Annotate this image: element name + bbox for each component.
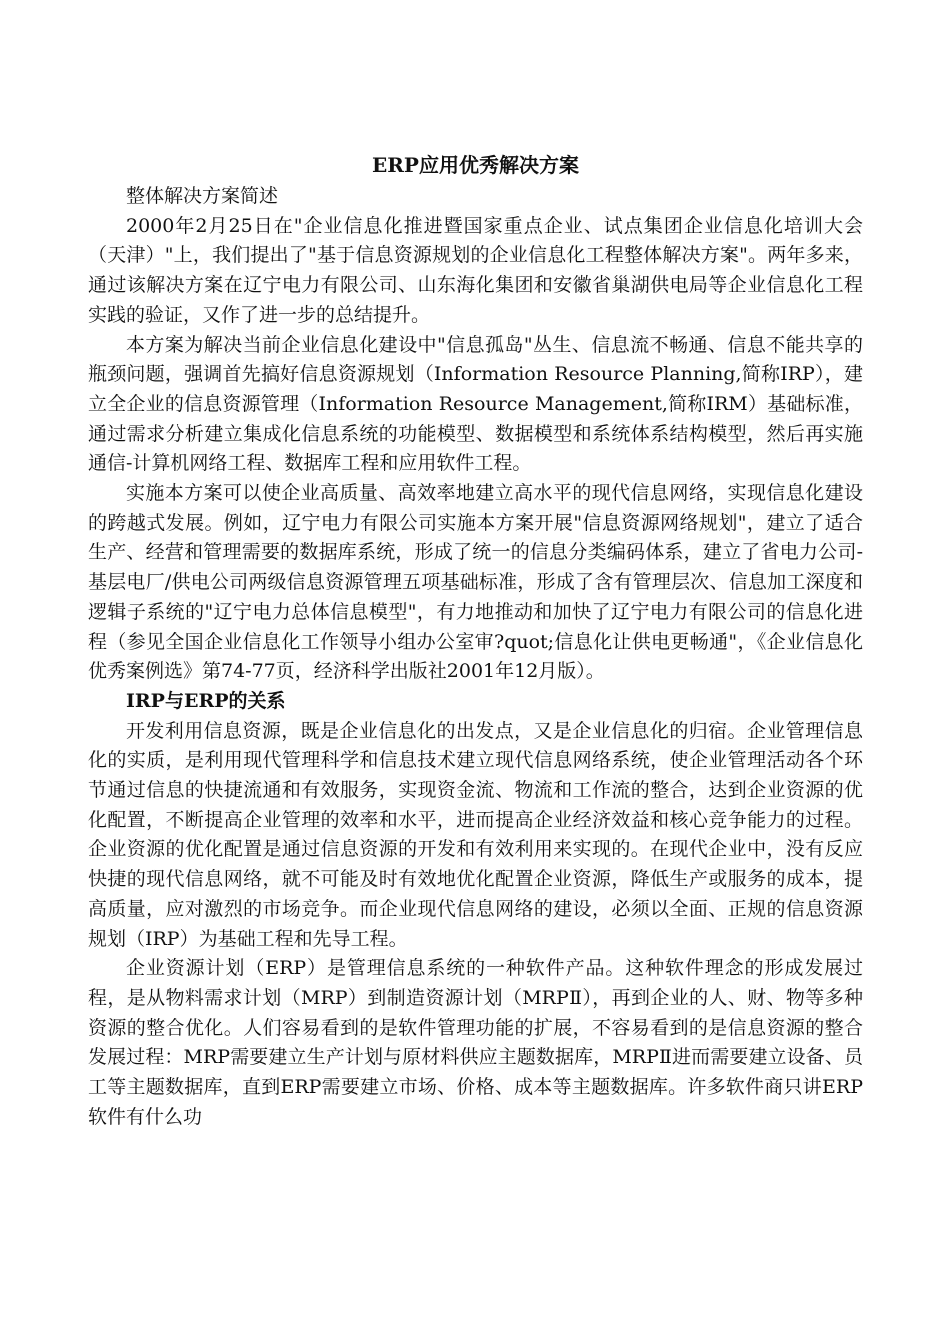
paragraph-3: 实施本方案可以使企业高质量、高效率地建立高水平的现代信息网络，实现信息化建设的跨越式发展。例如，辽宁电力有限公司实施本方案开展"信息资源网络规划"，建立了适合生产、经营和管理需要的数据库系统，形成了统一的信息分类编码体系，建立了省电力公司-基层电厂/供电公司两级信息资源管理五项基础标准，形成了含有管理层次、信息加工深度和逻辑子系统的"辽宁电力总体信息模型"，有力地推动和加快了辽宁电力有限公司的信息化进程（参见全国企业信息化工作领导小组办公室审?quot;信息化让供电更畅通"，《企业信息化优秀案例选》第74-77页，经济科学出版社2001年12月版）。 bbox=[88, 482, 863, 683]
section-heading-irp-erp: IRP与ERP的关系 bbox=[126, 689, 286, 712]
section-heading-overview: 整体解决方案简述 bbox=[126, 185, 279, 207]
document-page bbox=[88, 150, 863, 1133]
paragraph-2: 本方案为解决当前企业信息化建设中"信息孤岛"丛生、信息流不畅通、信息不能共享的瓶颈问题，强调首先搞好信息资源规划（Information Resource Planning,简称IRP），建立全企业的信息资源管理（Information Resource Management,简称IRM）基础标准，通过需求分析建立集成化信息系统的功能模型、数据模型和系统体系结构模型，然后再实施通信-计算机网络工程、数据库工程和应用软件工程。 bbox=[88, 333, 863, 475]
paragraph-5: 企业资源计划（ERP）是管理信息系统的一种软件产品。这种软件理念的形成发展过程，是从物料需求计划（MRP）到制造资源计划（MRPⅡ），再到企业的人、财、物等多种资源的整合优化。人们容易看到的是软件管理功能的扩展，不容易看到的是信息资源的整合发展过程：MRP需要建立生产计划与原材料供应主题数据库，MRPⅡ进而需要建立设备、员工等主题数据库，直到ERP需要建立市场、价格、成本等主题数据库。许多软件商只讲ERP软件有什么功 bbox=[88, 957, 863, 1128]
document-title: ERP应用优秀解决方案 bbox=[372, 153, 579, 177]
paragraph-4: 开发利用信息资源，既是企业信息化的出发点，又是企业信息化的归宿。企业管理信息化的实质，是利用现代管理科学和信息技术建立现代信息网络系统，使企业管理活动各个环节通过信息的快捷流通和有效服务，实现资金流、物流和工作流的整合，达到企业资源的优化配置，不断提高企业管理的效率和水平，进而提高企业经济效益和核心竞争能力的过程。企业资源的优化配置是通过信息资源的开发和有效利用来实现的。在现代企业中，没有反应快捷的现代信息网络，就不可能及时有效地优化配置企业资源，降低生产或服务的成本，提高质量，应对激烈的市场竞争。而企业现代信息网络的建设，必须以全面、正规的信息资源规划（IRP）为基础工程和先导工程。 bbox=[88, 719, 863, 950]
paragraph-1: 2000年2月25日在"企业信息化推进暨国家重点企业、试点集团企业信息化培训大会（天津）"上，我们提出了"基于信息资源规划的企业信息化工程整体解决方案"。两年多来，通过该解决方案在辽宁电力有限公司、山东海化集团和安徽省巢湖供电局等企业信息化工程实践的验证，又作了进一步的总结提升。 bbox=[88, 214, 863, 326]
